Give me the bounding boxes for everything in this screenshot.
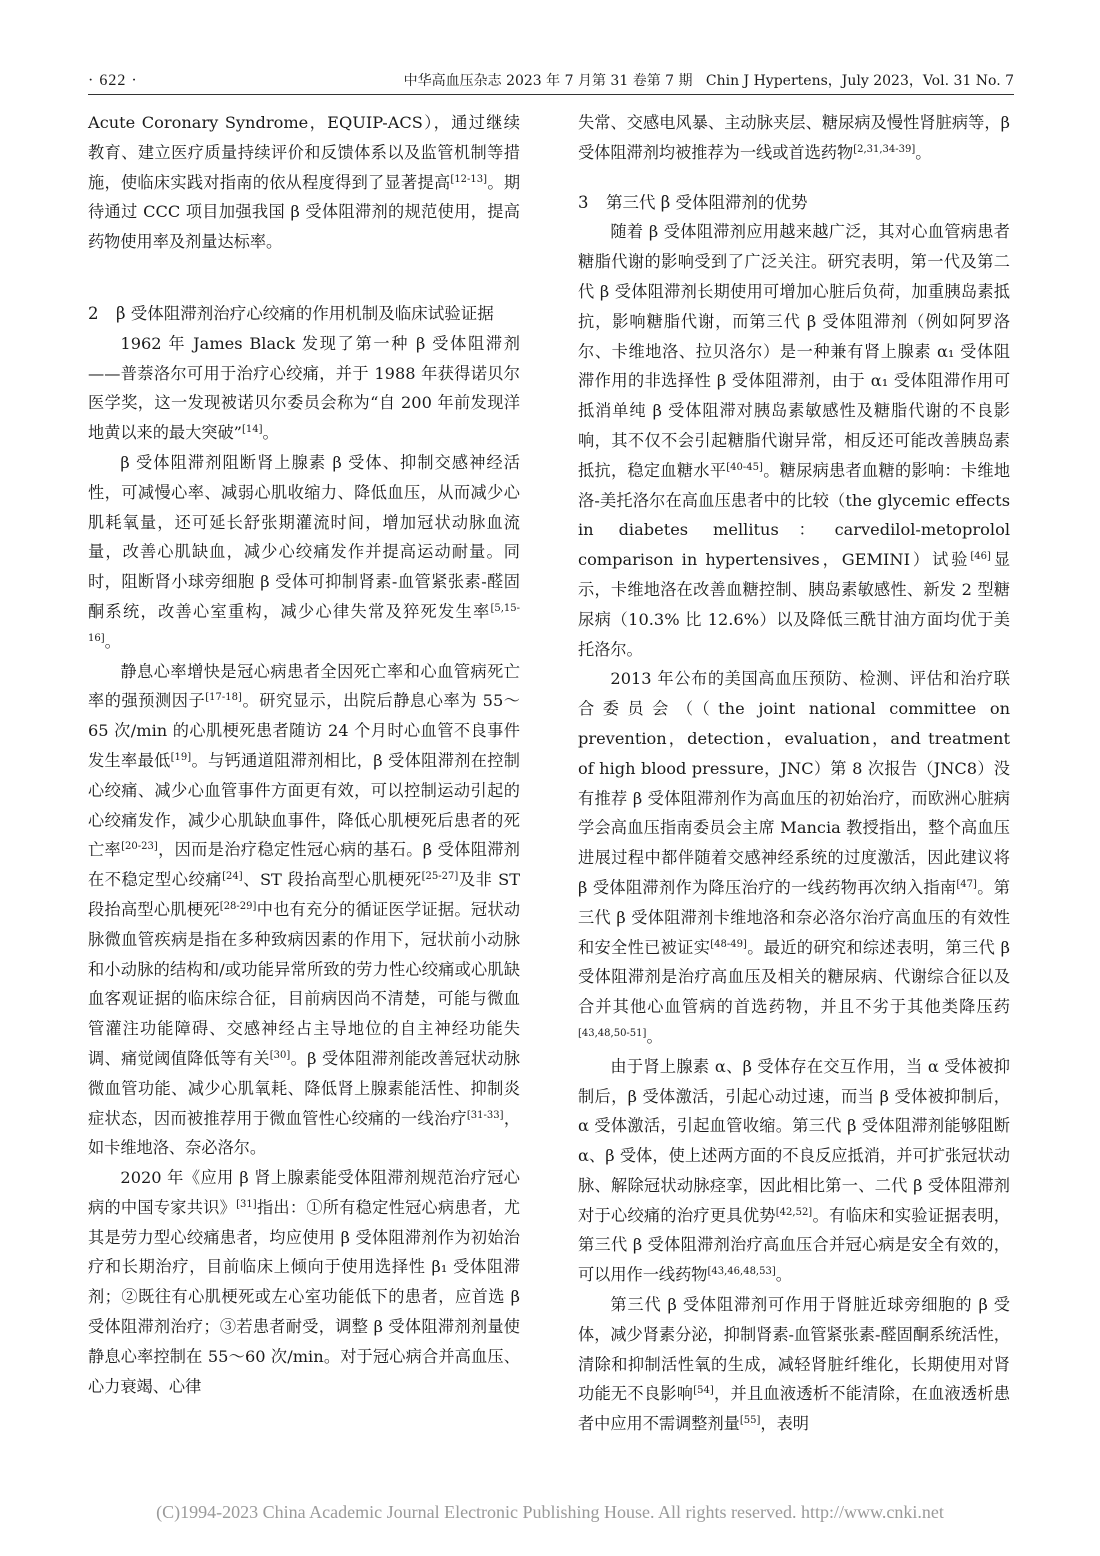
citation: [42,52] [775,1206,813,1218]
paragraph: 1962 年 James Black 发现了第一种 β 受体阻滞剂——普萘洛尔可用于治疗心绞痛，并于 1988 年获得诺贝尔医学奖，这一发现被诺贝尔委员会称为“自 200 年前发现洋地黄以来的最大突破”[14]。 [88,333,520,443]
paragraph: β 受体阻滞剂阻断肾上腺素 β 受体、抑制交感神经活性，可减慢心率、减弱心肌收缩力、降低血压，从而减少心肌耗氧量，还可延长舒张期灌流时间，增加冠状动脉血流量，改善心肌缺血，减少心绞痛发作并提高运动耐量。同时，阻断肾小球旁细胞 β 受体可抑制肾素-血管紧张素-醛固酮系统，改善心室重构，减少心律失常及猝死发生率[5,15-16]。 [88,452,520,651]
paragraph: 2013 年公布的美国高血压预防、检测、评估和治疗联合委员会（（the joint national committee on prevention，detection，evaluation，and treatment of high blood pressure，JNC）第 8 次报告（JNC8）没有推荐 β 受体阻滞剂作为高血压的初始治疗，而欧洲心脏病学会高血压指南委员会主席 Mancia 教授指出，整个高血压进展过程中都伴随着交感神经系统的过度激活，因此建议将 β 受体阻滞剂作为降压治疗的一线药物再次纳入指南[47]。第三代 β 受体阻滞剂卡维地洛和奈必洛尔治疗高血压的有效性和安全性已被证实[48-49]。最近的研究和综述表明，第三代 β 受体阻滞剂是治疗高血压及相关的糖尿病、代谢综合征以及合并其他心血管病的首选药物，并且不劣于其他类降压药[43,48,50-51]。 [578,669,1010,1046]
citation: [19] [170,751,192,763]
citation: [40-45] [726,461,763,473]
paragraph: 静息心率增快是冠心病患者全因死亡率和心血管病死亡率的强预测因子[17-18]。研究显示，出院后静息心率为 55～65 次/min 的心肌梗死患者随访 24 个月时心血管不良事件发生率最低[19]。与钙通道阻滞剂相比，β 受体阻滞剂在控制心绞痛、减少心血管事件方面更有效，可以控制运动引起的心绞痛发作，减少心肌缺血事件，降低心肌梗死后患者的死亡率[20-23]，因而是治疗稳定性冠心病的基石。β 受体阻滞剂在不稳定型心绞痛[24]、ST 段抬高型心肌梗死[25-27]及非 ST 段抬高型心肌梗死[28-29]中也有充分的循证医学证据。冠状动脉微血管疾病是指在多种致病因素的作用下，冠状前小动脉和小动脉的结构和/或功能异常所致的劳力性心绞痛或心肌缺血客观证据的临床综合征，目前病因尚不清楚，可能与微血管灌注功能障碍、交感神经占主导地位的自主神经功能失调、痛觉阈值降低等有关[30]。β 受体阻滞剂能改善冠状动脉微血管功能、减少心肌氧耗、降低肾上腺素能活性、抑制炎症状态，因而被推荐用于微血管性心绞痛的一线治疗[31-33]，如卡维地洛、奈必洛尔。 [88,661,521,1158]
section-heading-3: 3 第三代 β 受体阻滞剂的优势 [578,192,808,212]
paragraph: Acute Coronary Syndrome，EQUIP-ACS），通过继续教育、建立医疗质量持续评价和反馈体系以及监管机制等措施，使临床实践对指南的依从程度得到了显著提高[12-13]。期待通过 CCC 项目加强我国 β 受体阻滞剂的规范使用，提高药物使用率及剂量达标率。 [88,113,521,252]
citation: [25-27] [421,871,459,883]
paragraph: 失常、交感电风暴、主动脉夹层、糖尿病及慢性肾脏病等，β 受体阻滞剂均被推荐为一线或首选药物[2,31,34-39]。 [578,113,1010,162]
journal-en: Chin J Hypertens，July 2023，Vol. 31 No. 7 [705,73,1014,89]
citation: [43,46,48,53] [707,1266,776,1278]
paragraph: 2020 年《应用 β 肾上腺素能受体阻滞剂规范治疗冠心病的中国专家共识》[31]指出：①所有稳定性冠心病患者，尤其是劳力型心绞痛患者，均应使用 β 受体阻滞剂作为初始治疗和长期治疗，目前临床上倾向于使用选择性 β₁ 受体阻滞剂；②既往有心肌梗死或左心室功能低下的患者，应首选 β 受体阻滞剂治疗；③若患者耐受，调整 β 受体阻滞剂剂量使静息心率控制在 55～60 次/min。对于冠心病合并高血压、心力衰竭、心律 [88,1168,521,1396]
page-number: · 622 · [88,72,138,89]
page-header [88,60,1014,95]
paragraph: 第三代 β 受体阻滞剂可作用于肾脏近球旁细胞的 β 受体，减少肾素分泌，抑制肾素-血管紧张素-醛固酮系统活性，清除和抑制活性氧的生成，减轻肾脏纤维化，长期使用对肾功能无不良影响[54]，并且血液透析不能清除，在血液透析患者中应用不需调整剂量[55]，表明 [578,1295,1011,1434]
citation: [46] [970,551,991,563]
citation: [54] [693,1385,714,1397]
right-column [578,108,1010,1439]
citation: [31] [236,1198,257,1210]
citation: [43,48,50-51] [578,1027,647,1039]
citation: [30] [269,1049,291,1061]
copyright-footer: (C)1994-2023 China Academic Journal Electronic Publishing House. All rights reserved. http://www.cnki.net [156,1502,944,1522]
citation: [5,15-16] [88,602,520,644]
citation: [47] [956,878,977,890]
citation: [24] [222,871,243,883]
citation: [31-33] [466,1109,504,1121]
citation: [55] [739,1415,761,1427]
citation: [12-13] [450,173,488,185]
citation: [20-23] [121,841,158,853]
paragraph: 由于肾上腺素 α、β 受体存在交互作用，当 α 受体被抑制后，β 受体激活，引起心动过速，而当 β 受体被抑制后，α 受体激活，引起血管收缩。第三代 β 受体阻滞剂能够阻断 α、β 受体，使上述两方面的不良反应抵消，并可扩张冠状动脉、解除冠状动脉痉挛，因此相比第一、二代 β 受体阻滞剂对于心绞痛的治疗更具优势[42,52]。有临床和实验证据表明，第三代 β 受体阻滞剂治疗高血压合并冠心病是安全有效的，可以用作一线药物[43,46,48,53]。 [578,1056,1010,1285]
citation: [28-29] [219,900,257,912]
journal-cn: 中华高血压杂志 2023 年 7 月第 31 卷第 7 期 [403,73,693,89]
section-heading-2: 2 β 受体阻滞剂治疗心绞痛的作用机制及临床试验证据 [88,303,494,323]
left-column [88,108,520,1401]
paragraph: 随着 β 受体阻滞剂应用越来越广泛，其对心血管病患者糖脂代谢的影响受到了广泛关注。研究表明，第一代及第二代 β 受体阻滞剂长期使用可增加心脏后负荷，加重胰岛素抵抗，影响糖脂代谢，而第三代 β 受体阻滞剂（例如阿罗洛尔、卡维地洛、拉贝洛尔）是一种兼有肾上腺素 α₁ 受体阻滞作用的非选择性 β 受体阻滞剂，由于 α₁ 受体阻滞作用可抵消单纯 β 受体阻滞对胰岛素敏感性及糖脂代谢的不良影响，其不仅不会引起糖脂代谢异常，相反还可能改善胰岛素抵抗，稳定血糖水平[40-45]。糖尿病患者血糖的影响：卡维地洛-美托洛尔在高血压患者中的比较（the glycemic effects in diabetes mellitus：carvedilol-metoprolol comparison in hypertensives，GEMINI）试验[46]显示，卡维地洛在改善血糖控制、胰岛素敏感性、新发 2 型糖尿病（10.3% 比 12.6%）以及降低三酰甘油方面均优于美托洛尔。 [578,222,1011,659]
citation: [14] [241,424,263,436]
citation: [48-49] [710,938,747,950]
citation: [17-18] [205,692,242,704]
citation: [2,31,34-39] [853,143,916,155]
journal-info [404,70,1014,90]
